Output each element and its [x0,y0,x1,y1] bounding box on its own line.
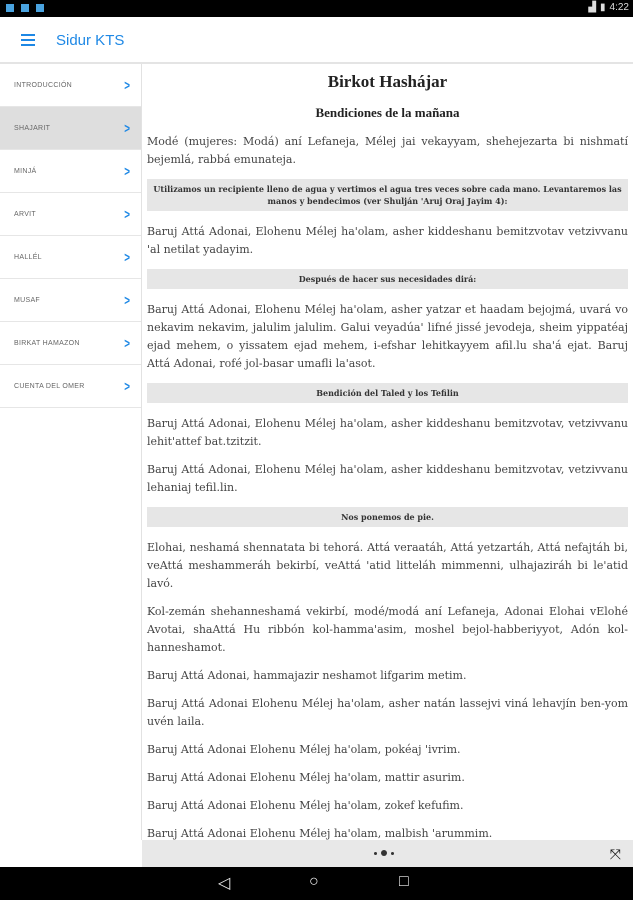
chevron-right-icon: > [124,335,130,351]
prayer-paragraph: Baruj Attá Adonai Elohenu Mélej ha'olam, pokéaj 'ivrim. [147,743,461,756]
clock: 4:22 [609,2,629,13]
sidebar-item[interactable] [0,322,141,365]
instruction-note: Después de hacer sus necesidades dirá: [147,269,628,289]
content [142,64,633,840]
chevron-right-icon: > [124,120,130,136]
notification-icon [6,4,14,12]
sidebar-item[interactable] [0,107,141,150]
page-indicator[interactable] [374,850,394,856]
chevron-right-icon: > [124,378,130,394]
chevron-right-icon: > [124,163,130,179]
sidebar [0,64,142,840]
notification-icon [36,4,44,12]
sidebar-item-label: BIRKAT HAMAZON [14,339,80,347]
chevron-right-icon: > [124,292,130,308]
sidebar-item-label: INTRODUCCIÓN [14,81,73,89]
prayer-paragraph: Baruj Attá Adonai Elohenu Mélej ha'olam, malbish 'arummim. [147,827,493,840]
navigation-bar [0,867,633,900]
instruction-note: Nos ponemos de pie. [147,507,628,527]
sidebar-item[interactable] [0,150,141,193]
status-bar [0,0,633,17]
prayer-paragraph: Baruj Attá Adonai Elohenu Mélej ha'olam, asher natán lassejvi viná lehavjín ben-yom uvén laila. [147,697,628,728]
sidebar-item-label: SHAJARIT [14,124,51,132]
home-icon[interactable]: ○ [309,873,319,890]
battery-icon: ▮ [600,2,606,13]
instruction-note: Utilizamos un recipiente lleno de agua y vertimos el agua tres veces sobre cada mano. Levantaremos las manos y bendecimos (ver Shulján 'Aruj Oraj Jayim 4): [147,179,628,211]
prayer-paragraph: Baruj Attá Adonai, hammajazir neshamot lifgarim metim. [147,669,467,682]
page-dot[interactable] [391,852,394,855]
page-dot[interactable] [381,850,387,856]
chevron-right-icon: > [124,249,130,265]
prayer-paragraph: Modé (mujeres: Modá) aní Lefaneja, Mélej jai vekayyam, shehejezarta bi nishmatí bejemlá, rabbá emunateja. [147,135,628,166]
chevron-right-icon: > [124,77,130,93]
instruction-note: Bendición del Taled y los Tefilin [147,383,628,403]
back-icon[interactable]: ◁ [218,875,231,892]
prayer-paragraph: Baruj Attá Adonai, Elohenu Mélej ha'olam, asher kiddeshanu bemitzvotav, vetzivvanu lehit'attef bat.tzitzit. [147,417,628,448]
prayer-paragraph: Baruj Attá Adonai, Elohenu Mélej ha'olam, asher kiddeshanu bemitzvotav vetzivvanu 'al netilat yadayim. [147,225,628,256]
signal-icon: ▟ [588,2,597,13]
sidebar-item[interactable] [0,279,141,322]
sidebar-item-label: MUSAF [14,296,40,304]
sidebar-item-label: MINJÁ [14,167,37,175]
sidebar-item-label: HALLÉL [14,253,42,261]
prayer-paragraph: Baruj Attá Adonai, Elohenu Mélej ha'olam, asher kiddeshanu bemitzvotav, vetzivvanu lehaniaj tefil.lin. [147,463,628,494]
sidebar-item[interactable] [0,64,141,107]
sidebar-item[interactable] [0,365,141,408]
sidebar-item-label: CUENTA DEL OMER [14,382,85,390]
page-subtitle: Bendiciones de la mañana [315,105,460,120]
notification-icon [21,4,29,12]
prayer-paragraph: Kol-zemán shehanneshamá vekirbí, modé/modá aní Lefaneja, Adonai Elohai vElohé Avotai, shaAttá Hu ribbón kol-hamma'asim, moshel bejol-habberiyyot, Adón kol-hanneshamot. [147,605,628,654]
bottom-bar [142,840,633,867]
app-title: Sidur KTS [56,32,125,49]
sidebar-item[interactable] [0,236,141,279]
prayer-paragraph: Baruj Attá Adonai Elohenu Mélej ha'olam, mattir asurim. [147,771,465,784]
recents-icon[interactable]: □ [399,873,409,890]
page-title: Birkot Hashájar [327,72,448,91]
hamburger-icon[interactable] [21,34,35,45]
fullscreen-icon[interactable]: ⤧ [609,846,621,862]
app-bar [0,17,633,64]
sidebar-item[interactable] [0,193,141,236]
prayer-paragraph: Elohai, neshamá shennatata bi tehorá. Attá veraatáh, Attá yetzartáh, Attá nefajtáh bi, veAttá meshammeráh bekirbí, veAttá 'atid litteláh mimmenni, ulhajaziráh bi le'atid lavó. [147,541,628,590]
chevron-right-icon: > [124,206,130,222]
page-dot[interactable] [374,852,377,855]
prayer-paragraph: Baruj Attá Adonai Elohenu Mélej ha'olam, zokef kefufim. [147,799,464,812]
prayer-paragraph: Baruj Attá Adonai, Elohenu Mélej ha'olam, asher yatzar et haadam bejojmá, uvará vo nekavim nekavim, jalulim jalulim. Galui veyadúa' lifné jissé jevodeja, sheim yippatéaj ejad mehem, o yissatem ejad mehem, i-efshar lehitkayyem afil.lu sha'á ejat. Baruj Attá Adonai, rofé jol-basar umafli la'asot. [147,303,628,370]
sidebar-item-label: ARVIT [14,210,36,218]
